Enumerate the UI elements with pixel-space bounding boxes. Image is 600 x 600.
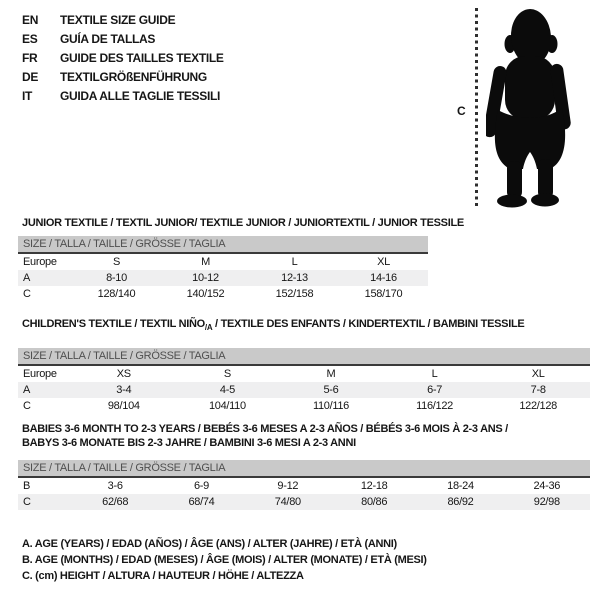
cell: 3-4: [116, 384, 132, 396]
table-row-age: [18, 382, 590, 398]
lang-row-it: [22, 86, 224, 105]
height-measure-dotted-line: [475, 8, 478, 208]
cell: 110/116: [312, 400, 349, 412]
lang-title: GUIDA ALLE TAGLIE TESSILI: [60, 88, 221, 103]
baby-height-figure: [450, 0, 600, 220]
size-bar-label: SIZE / TALLA / TAILLE / GRÖSSE / TAGLIA: [23, 238, 226, 250]
lang-code: EN: [22, 12, 39, 27]
size-col-header: S: [112, 256, 121, 268]
size-col-header: XL: [531, 368, 545, 380]
row-label: C: [23, 400, 31, 412]
cell: 7-8: [530, 384, 546, 396]
title-text: / TEXTILE DES ENFANTS / KINDERTEXTIL / BAMBINI TESSILE: [212, 318, 525, 330]
cell: 5-6: [323, 384, 339, 396]
size-col-header: M: [326, 368, 336, 380]
row-label: C: [23, 288, 31, 300]
title-line-1: BABIES 3-6 MONTH TO 2-3 YEARS / BEBÉS 3-6 MESES A 2-3 AÑOS / BÉBÉS 3-6 MOIS À 2-3 ANS /: [22, 423, 508, 435]
size-col-header: XS: [116, 368, 131, 380]
table-row-height: [18, 494, 590, 510]
babies-size-table: [18, 460, 590, 510]
lang-title: TEXTILGRÖßENFÜHRUNG: [60, 69, 207, 84]
row-label: A: [23, 384, 31, 396]
section-junior-title: JUNIOR TEXTILE / TEXTIL JUNIOR/ TEXTILE JUNIOR / JUNIORTEXTIL / JUNIOR TESSILE: [22, 217, 464, 229]
cell: 18-24: [447, 480, 474, 492]
language-title-list: [22, 10, 224, 105]
cell: 140/152: [186, 288, 225, 300]
title-text: CHILDREN'S TEXTILE / TEXTIL NIÑO: [22, 318, 205, 330]
size-bar: [18, 348, 590, 366]
height-measure-label: C: [457, 104, 466, 118]
cell: 68/74: [188, 496, 215, 508]
legend-footnotes: [22, 536, 427, 584]
toddler-silhouette-icon: [486, 6, 574, 212]
row-label: B: [23, 480, 31, 492]
size-col-header: M: [201, 256, 210, 268]
lang-title: GUÍA DE TALLAS: [60, 31, 156, 46]
cell: 80/86: [361, 496, 388, 508]
cell: 4-5: [219, 384, 235, 396]
lang-row-de: [22, 67, 224, 86]
cell: 9-12: [277, 480, 299, 492]
cell: 6-7: [427, 384, 443, 396]
size-bar-label: SIZE / TALLA / TAILLE / GRÖSSE / TAGLIA: [23, 350, 226, 362]
size-col-header: XL: [377, 256, 390, 268]
children-size-table: [18, 348, 590, 414]
cell: 62/68: [102, 496, 129, 508]
table-row-sizes: [18, 254, 428, 270]
cell: 116/122: [416, 400, 453, 412]
lang-code: ES: [22, 31, 38, 46]
junior-size-table: [18, 236, 428, 302]
lang-code: IT: [22, 88, 33, 103]
cell: 92/98: [533, 496, 560, 508]
cell: 158/170: [364, 288, 403, 300]
cell: 10-12: [192, 272, 219, 284]
footnote-b: B. AGE (MONTHS) / EDAD (MESES) / ÂGE (MOIS) / ALTER (MONATE) / ETÀ (MESI): [22, 554, 427, 566]
section-babies-title: [22, 422, 508, 450]
size-bar-label: SIZE / TALLA / TAILLE / GRÖSSE / TAGLIA: [23, 462, 226, 474]
table-row-height: [18, 286, 428, 302]
lang-code: FR: [22, 50, 38, 65]
footnote-c: C. (cm) HEIGHT / ALTURA / HAUTEUR / HÖHE / ALTEZZA: [22, 570, 304, 582]
cell: 122/128: [519, 400, 557, 412]
size-bar: [18, 460, 590, 478]
lang-row-en: [22, 10, 224, 29]
row-label: C: [23, 496, 31, 508]
row-label: Europe: [23, 368, 57, 380]
size-bar: [18, 236, 428, 254]
lang-row-fr: [22, 48, 224, 67]
title-line-2: BABYS 3-6 MONATE BIS 2-3 JAHRE / BAMBINI 3-6 MESI A 2-3 ANNI: [22, 437, 356, 449]
table-row-months: [18, 478, 590, 494]
cell: 24-36: [533, 480, 561, 492]
cell: 86/92: [447, 496, 474, 508]
size-col-header: L: [291, 256, 298, 268]
cell: 8-10: [106, 272, 127, 284]
title-subscript: /A: [204, 323, 213, 333]
size-col-header: L: [431, 368, 438, 380]
cell: 128/140: [97, 288, 136, 300]
cell: 6-9: [193, 480, 209, 492]
cell: 12-13: [281, 272, 308, 284]
cell: 104/110: [208, 400, 246, 412]
footnote-a: A. AGE (YEARS) / EDAD (AÑOS) / ÂGE (ANS) / ALTER (JAHRE) / ETÀ (ANNI): [22, 538, 397, 550]
lang-code: DE: [22, 69, 39, 84]
lang-title: GUIDE DES TAILLES TEXTILE: [60, 50, 224, 65]
row-label: A: [23, 272, 31, 284]
cell: 74/80: [274, 496, 301, 508]
table-row-age: [18, 270, 428, 286]
cell: 3-6: [107, 480, 123, 492]
lang-title: TEXTILE SIZE GUIDE: [60, 12, 176, 27]
cell: 12-18: [360, 480, 388, 492]
section-children-title: [22, 317, 524, 335]
lang-row-es: [22, 29, 224, 48]
table-row-height: [18, 398, 590, 414]
size-col-header: S: [223, 368, 231, 380]
cell: 14-16: [370, 272, 397, 284]
table-row-sizes: [18, 366, 590, 382]
cell: 152/158: [275, 288, 314, 300]
row-label: Europe: [23, 256, 57, 268]
cell: 98/104: [107, 400, 140, 412]
